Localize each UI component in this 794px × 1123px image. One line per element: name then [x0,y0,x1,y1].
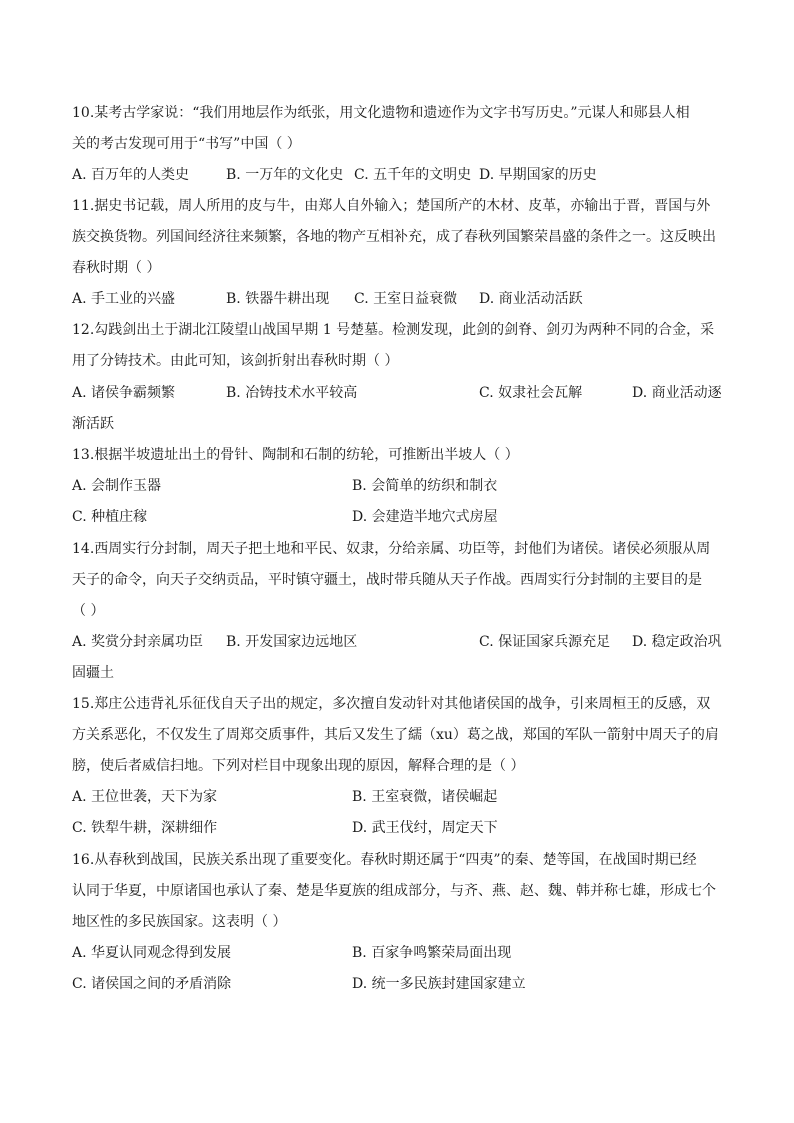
question-15-option-a[interactable]: A. 王位世袭，天下为家 [72,789,218,805]
question-16-stem-line-1: 16.从春秋到战国，民族关系出现了重要变化。春秋时期还属于“四夷”的秦、楚等国，在战国时期已经 [72,852,697,868]
question-10-option-a[interactable]: A. 百万年的人类史 [72,167,190,183]
question-14-option-d[interactable]: D. 稳定政治巩 [632,634,722,650]
question-16-option-c[interactable]: C. 诸侯国之间的矛盾消除 [72,976,232,992]
question-16-stem-line-3: 地区性的多民族国家。这表明（ ） [72,914,287,930]
question-11-option-a[interactable]: A. 手工业的兴盛 [72,291,176,307]
question-11-option-c[interactable]: C. 王室日益衰微 [354,291,458,307]
question-13-option-b[interactable]: B. 会简单的纺织和制衣 [352,478,498,494]
question-10-option-c[interactable]: C. 五千年的文明史 [354,167,472,183]
question-15-option-d[interactable]: D. 武王伐纣，周定天下 [352,820,498,836]
question-13-option-c[interactable]: C. 种植庄稼 [72,509,148,525]
question-11-stem-line-3: 春秋时期（ ） [72,260,161,276]
question-10-option-b[interactable]: B. 一万年的文化史 [226,167,344,183]
question-10-stem-line-1: 10.某考古学家说：“我们用地层作为纸张，用文化遗物和遗迹作为文字书写历史。”元谋人和郧县人相 [72,105,690,121]
question-11-option-d[interactable]: D. 商业活动活跃 [479,291,583,307]
question-14-option-b[interactable]: B. 开发国家边远地区 [226,634,358,650]
question-12-stem-line-1: 12.勾践剑出土于湖北江陵望山战国早期 1 号楚墓。检测发现，此剑的剑脊、剑刃为两种不同的合金，采 [72,322,715,338]
question-16-stem-line-2: 认同于华夏，中原诸国也承认了秦、楚是华夏族的组成部分，与齐、燕、赵、魏、韩并称七雄，形成七个 [72,883,716,899]
question-16-option-d[interactable]: D. 统一多民族封建国家建立 [352,976,526,992]
question-14-option-d-continuation: 固疆土 [72,665,114,681]
question-15-stem-line-2: 方关系恶化，不仅发生了周郑交质事件，其后又发生了繻（xu）葛之战，郑国的军队一箭射中周天子的肩 [72,727,719,743]
question-13-stem-line-1: 13.根据半坡遗址出土的骨针、陶制和石制的纺轮，可推断出半坡人（ ） [72,447,519,463]
question-14-stem-line-2: 天子的命令，向天子交纳贡品，平时镇守疆土，战时带兵随从天子作战。西周实行分封制的主要目的是 [72,572,702,588]
question-15-option-c[interactable]: C. 铁犁牛耕，深耕细作 [72,820,218,836]
question-12-option-d[interactable]: D. 商业活动逐 [632,385,722,401]
question-15-option-b[interactable]: B. 王室衰微，诸侯崛起 [352,789,498,805]
question-16-option-b[interactable]: B. 百家争鸣繁荣局面出现 [352,945,512,961]
question-12-option-b[interactable]: B. 冶铸技术水平较高 [226,385,358,401]
question-10-option-d[interactable]: D. 早期国家的历史 [479,167,597,183]
question-14-option-c[interactable]: C. 保证国家兵源充足 [479,634,611,650]
question-16-option-a[interactable]: A. 华夏认同观念得到发展 [72,945,232,961]
question-12-stem-line-2: 用了分铸技术。由此可知，该剑折射出春秋时期（ ） [72,353,399,369]
question-13-option-d[interactable]: D. 会建造半地穴式房屋 [352,509,498,525]
question-13-option-a[interactable]: A. 会制作玉器 [72,478,162,494]
question-12-option-a[interactable]: A. 诸侯争霸频繁 [72,385,176,401]
question-12-option-d-continuation: 渐活跃 [72,416,114,432]
question-14-stem-line-1: 14.西周实行分封制，周天子把土地和平民、奴隶，分给亲属、功臣等，封他们为诸侯。诸侯必须服从周 [72,541,711,557]
question-15-stem-line-1: 15.郑庄公违背礼乐征伐自天子出的规定，多次擅自发动针对其他诸侯国的战争，引来周桓王的反感，双 [72,696,711,712]
question-10-stem-line-2: 关的考古发现可用于“书写”中国（ ） [72,136,301,152]
question-11-stem-line-1: 11.据史书记载，周人所用的皮与牛，由郑人自外输入；楚国所产的木材、皮革，亦输出于晋，晋国与外 [72,198,711,214]
question-12-option-c[interactable]: C. 奴隶社会瓦解 [479,385,583,401]
question-14-stem-line-3: （ ） [72,603,105,619]
question-11-option-b[interactable]: B. 铁器牛耕出现 [226,291,330,307]
question-14-option-a[interactable]: A. 奖赏分封亲属功臣 [72,634,204,650]
question-11-stem-line-2: 族交换货物。列国间经济往来频繁，各地的物产互相补充，成了春秋列国繁荣昌盛的条件之一。这反映出 [72,229,716,245]
question-15-stem-line-3: 膀，使后者威信扫地。下列对栏目中现象出现的原因，解释合理的是（ ） [72,758,525,774]
